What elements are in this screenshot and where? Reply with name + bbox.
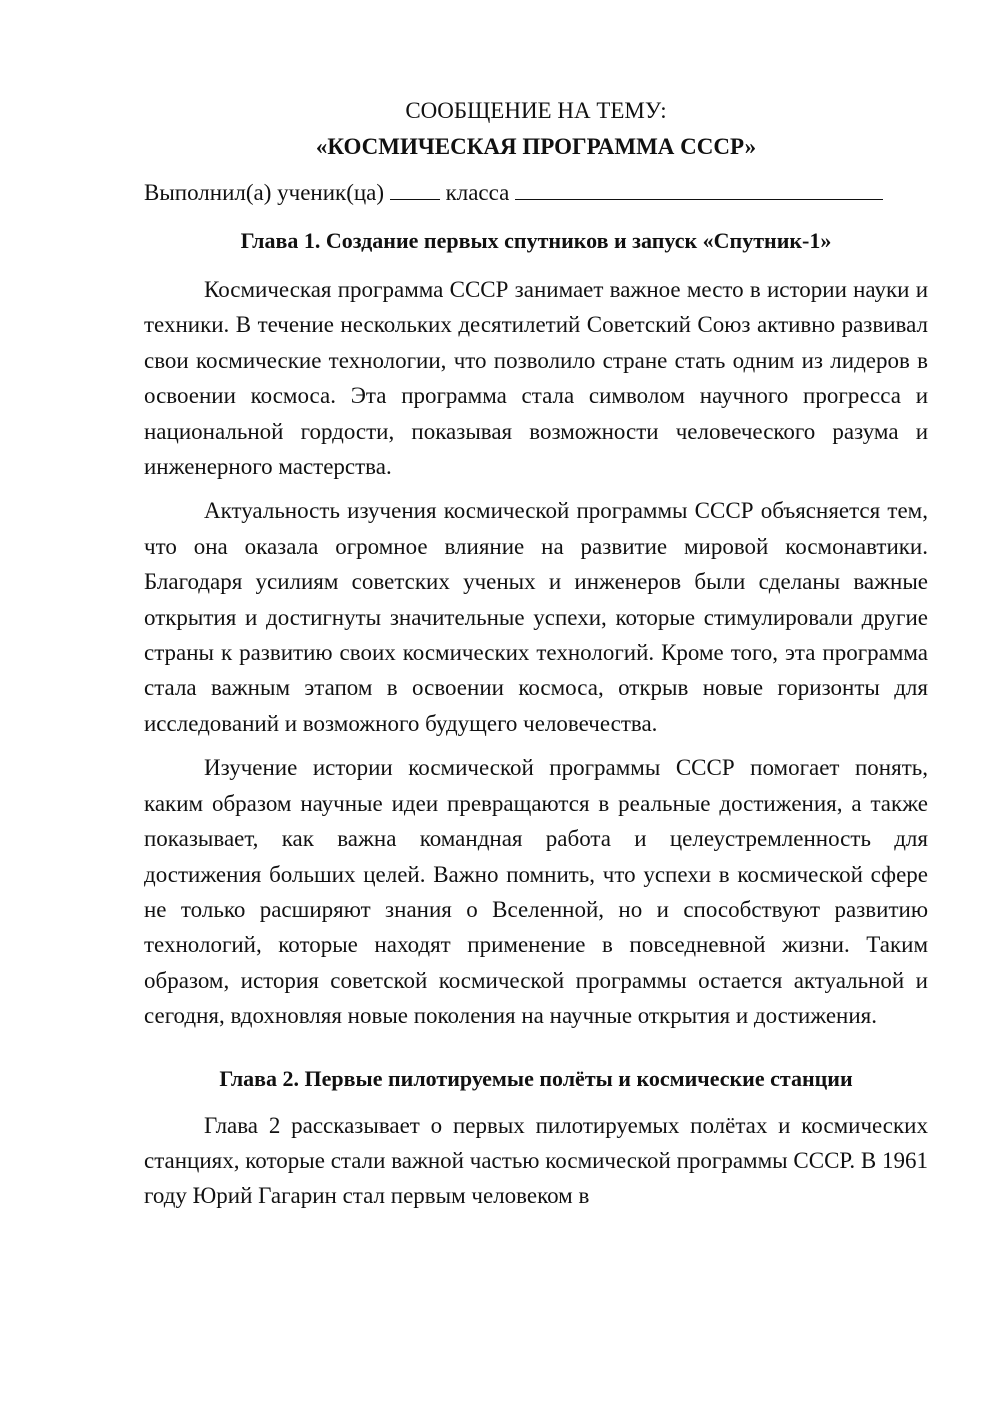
- chapter-1-heading: Глава 1. Создание первых спутников и запуск «Спутник-1»: [240, 228, 832, 253]
- header-line-1: СООБЩЕНИЕ НА ТЕМУ:: [405, 98, 667, 123]
- document-title: «КОСМИЧЕСКАЯ ПРОГРАММА СССР»: [315, 134, 757, 159]
- author-line: [144, 178, 928, 226]
- chapter-1-paragraph-2: Актуальность изучения космической программы СССР объясняется тем, что она оказала огромное влияние на развитие мировой космонавтики. Благодаря усилиям советских ученых и инженеров были сделаны важные открытия и достигнуты значительные успехи, которые стимулировали другие страны к развитию своих космических технологий. Кроме того, эта программа стала важным этапом в освоении космоса, открыв новые горизонты для исследований и возможного будущего человечества.: [144, 498, 928, 736]
- student-name-blank: [515, 179, 883, 200]
- document-page: [144, 96, 928, 1214]
- chapter-1-paragraph-3: Изучение истории космической программы СССР помогает понять, каким образом научные идеи превращаются в реальные достижения, а также показывает, как важна командная работа и целеустремленность для достижения больших целей. Важно помнить, что успехи в космической сфере не только расширяют знания о Вселенной, но и способствуют развитию технологий, которые находят применение в повседневной жизни. Таким образом, история советской космической программы остается актуальной и сегодня, вдохновляя новые поколения на научные открытия и достижения.: [144, 755, 928, 1029]
- chapter-2-heading: Глава 2. Первые пилотируемые полёты и космические станции: [219, 1065, 853, 1091]
- class-number-blank: [390, 179, 440, 200]
- author-middle: класса: [445, 180, 510, 205]
- author-prefix: Выполнил(а) ученик(ца): [144, 180, 385, 205]
- chapter-2-paragraph-1: Глава 2 рассказывает о первых пилотируемых полётах и космических станциях, которые стали важной частью космической программы СССР. В 1961 году Юрий Гагарин стал первым человеком в: [144, 1112, 928, 1209]
- chapter-1-paragraph-1: Космическая программа СССР занимает важное место в истории науки и техники. В течение нескольких десятилетий Советский Союз активно развивал свои космические технологии, что позволило стране стать одним из лидеров в освоении космоса. Эта программа стала символом научного прогресса и национальной гордости, показывая возможности человеческого разума и инженерного мастерства.: [144, 277, 928, 480]
